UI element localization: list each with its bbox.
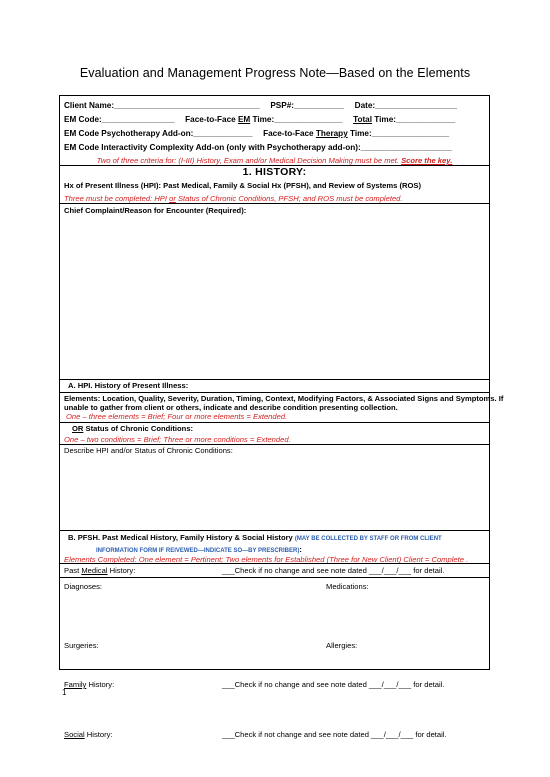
interactivity-field[interactable]: EM Code Interactivity Complexity Add-on (only with Psychotherapy add-on):____________________ (64, 143, 452, 152)
social-history-label (64, 730, 113, 739)
psych-addon-row (64, 129, 449, 138)
medical-no-change-check[interactable]: ___Check if no change and see note dated ___/___/___ for detail. (222, 566, 445, 575)
divider (60, 203, 489, 204)
family-history-word: History: (86, 680, 115, 689)
total-label: Total (353, 115, 373, 124)
hpi-heading: A. HPI. History of Present Illness: (68, 381, 189, 390)
or-label: OR (72, 424, 84, 433)
family-word: Family (64, 680, 87, 689)
history-heading: 1. HISTORY: (242, 166, 307, 178)
pfsh-collect-row (96, 545, 302, 554)
divider (60, 563, 489, 564)
f2f-time-blank: Time:_______________ (250, 115, 343, 124)
divider (60, 422, 489, 423)
chronic-heading: Status of Chronic Conditions: (83, 424, 194, 433)
diagnoses-label: Diagnoses: (64, 582, 102, 591)
pfsh-collect-note-2: INFORMATION FORM IF REIVEWED—INDICATE SO—BY PRESCRIBER) (96, 548, 300, 554)
score-key: Score the key. (401, 156, 453, 165)
past-word: Past (64, 566, 82, 575)
divider (60, 392, 489, 393)
date-field[interactable]: Date:__________________ (354, 101, 458, 110)
page-title: Evaluation and Management Progress Note—Based on the Elements (79, 66, 471, 80)
history-subtitle: Hx of Present Illness (HPI): Past Medical, Family & Social Hx (PFSH), and Review of Systems (ROS) (64, 181, 422, 190)
progress-note-form (59, 95, 504, 739)
hpi-elements-line1: Elements: Location, Quality, Severity, Duration, Timing, Context, Modifying Factors, & Associated Signs and Symptoms. If (64, 394, 504, 403)
chronic-heading-row (72, 424, 193, 433)
history-word: History: (107, 566, 136, 575)
allergies-label: Allergies: (326, 641, 358, 650)
divider (60, 444, 489, 445)
chronic-note-row (64, 435, 291, 444)
family-no-change-check[interactable]: ___Check if no change and see note dated ___/___/___ for detail. (222, 680, 445, 689)
past-medical-label (64, 566, 135, 575)
history-must-note (64, 194, 403, 203)
em-code-row (64, 115, 455, 124)
em-label: EM (237, 115, 251, 124)
divider (60, 530, 489, 531)
client-name-field[interactable]: Client Name:________________________________ (64, 101, 260, 110)
divider (60, 379, 489, 380)
social-no-change-check[interactable]: ___Check if not change and see note dated ___/___/___ for detail. (222, 730, 447, 739)
pfsh-colon: : (299, 545, 302, 554)
surgeries-label: Surgeries: (64, 641, 99, 650)
family-history-label (64, 680, 114, 689)
describe-hpi-label: Describe HPI and/or Status of Chronic Conditions: (64, 446, 233, 455)
therapy-time-blank: Time:_________________ (347, 129, 450, 138)
divider (60, 577, 489, 578)
therapy-time-field[interactable] (263, 129, 449, 138)
pfsh-collect-note-1: (MAY BE COLLECTED BY STAFF OR FROM CLIENT (294, 536, 442, 542)
client-name-row (64, 101, 457, 110)
chief-complaint-label: Chief Complaint/Reason for Encounter (Required): (64, 206, 247, 215)
page-number: 1 (62, 688, 67, 697)
psp-field[interactable]: PSP#:___________ (270, 101, 345, 110)
psych-addon-field[interactable]: EM Code Psychotherapy Add-on:_____________ (64, 129, 253, 138)
medical-word: Medical (81, 566, 108, 575)
medications-label: Medications: (326, 582, 369, 591)
total-time-blank: Time:_____________ (372, 115, 456, 124)
therapy-label: Therapy (315, 129, 348, 138)
hpi-elements-line2: unable to gather from client or others, indicate and describe condition presenting collection. (64, 403, 398, 412)
f2f-label: Face-to-Face (185, 115, 238, 124)
social-history-word: History: (84, 730, 113, 739)
chronic-note: One – two conditions = Brief; Three or more conditions = Extended. (64, 435, 291, 444)
must-note-prefix: Three must be completed: HPI (64, 194, 170, 203)
total-time-field[interactable] (353, 115, 455, 124)
f2f-em-time-field[interactable] (185, 115, 342, 124)
f2f-therapy-label: Face-to-Face (263, 129, 316, 138)
em-code-field[interactable]: EM Code:________________ (64, 115, 175, 124)
hpi-elements-note: One – three elements = Brief; Four or more elements = Extended. (66, 412, 288, 421)
describe-hpi-area[interactable] (60, 458, 489, 528)
social-word: Social (64, 730, 85, 739)
chief-complaint-area[interactable] (60, 217, 489, 377)
pfsh-heading: B. PFSH. Past Medical History, Family History & Social History (68, 533, 295, 542)
criteria-note: Two of three criteria for: (I-III) History, Exam and/or Medical Decision Making must be met. (96, 156, 399, 165)
must-note-or: or (169, 194, 176, 203)
criteria-note-row (60, 156, 489, 165)
hpi-elements-note-row (66, 412, 287, 421)
pfsh-elements-note: Elements Completed: One element = Pertinent; Two elements for Established (Three for New Client) Client = Complete . (64, 555, 469, 564)
pfsh-heading-row (68, 533, 442, 542)
must-note-suffix: Status of Chronic Conditions, PFSH; and ROS must be completed. (175, 194, 403, 203)
